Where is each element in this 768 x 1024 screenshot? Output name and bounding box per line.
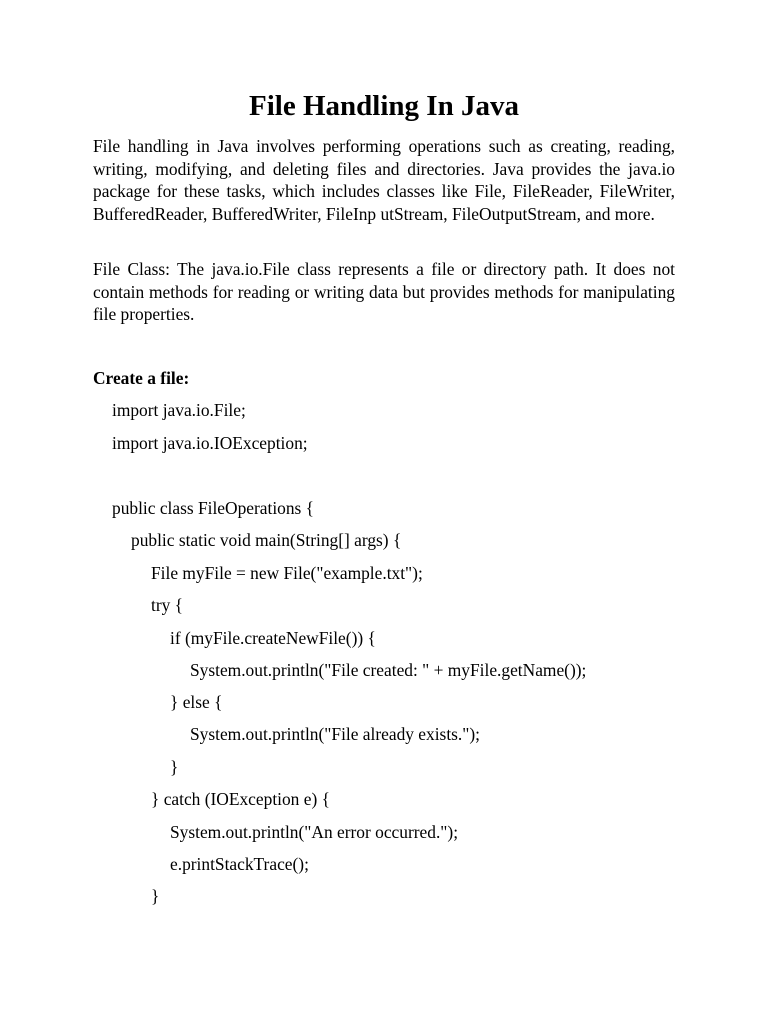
intro-paragraph: File handling in Java involves performing operations such as creating, reading, writing, modifying, and deleting files and directories. Java provides the java.io package for these tasks, which includes classes like File, FileReader, FileWriter, BufferedReader, BufferedWriter, FileInp utStream, FileOutputStream, and more. [93,136,675,224]
code-line: System.out.println("An error occurred."); [170,822,459,842]
code-line: } catch (IOException e) { [151,789,330,809]
code-line: import java.io.File; [112,400,246,420]
code-line: e.printStackTrace(); [170,854,309,874]
code-line: if (myFile.createNewFile()) { [170,628,376,648]
file-class-paragraph: File Class: The java.io.File class represents a file or directory path. It does not contain methods for reading or writing data but provides methods for manipulating file properties. [93,259,675,325]
code-line: public class FileOperations { [112,498,315,518]
code-line: } [170,757,179,777]
code-line: } else { [170,692,223,712]
code-line: File myFile = new File("example.txt"); [151,563,423,583]
code-line: import java.io.IOException; [112,433,308,453]
document-title: File Handling In Java [249,90,519,122]
code-line: System.out.println("File created: " + myFile.getName()); [190,660,587,680]
code-line: try { [151,595,184,615]
code-line: } [151,886,160,906]
section-heading: Create a file: [93,368,190,388]
code-line: public static void main(String[] args) { [131,530,402,550]
code-line: System.out.println("File already exists."); [190,724,480,744]
